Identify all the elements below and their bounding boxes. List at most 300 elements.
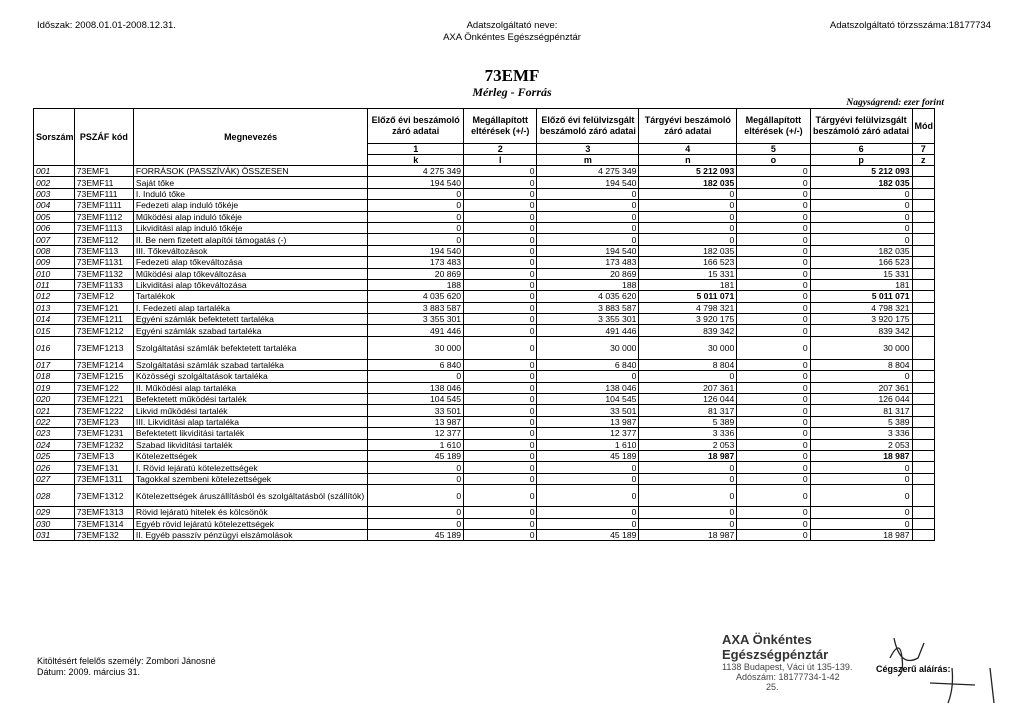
col-letter: m xyxy=(537,155,639,166)
item-name: II. Egyéb passzív pénzügyi elszámolások xyxy=(133,529,367,540)
curr-diff-value: 0 xyxy=(737,302,810,313)
col-number: 3 xyxy=(537,144,639,155)
curr-report-value: 0 xyxy=(639,485,737,507)
curr-diff-value: 0 xyxy=(737,428,810,439)
item-name: Likvid működési tartalék xyxy=(133,405,367,416)
curr-report-value: 0 xyxy=(639,371,737,382)
table-row xyxy=(34,325,935,336)
prev-audited-value: 0 xyxy=(537,371,639,382)
row-number: 023 xyxy=(34,428,75,439)
stamp-tax-number: Adószám: 18177734-1-42 xyxy=(736,672,840,682)
mod-cell xyxy=(912,211,934,222)
curr-diff-value: 0 xyxy=(737,394,810,405)
col-curr-diff: Megállapított eltérések (+/-) xyxy=(737,109,810,144)
prev-audited-value: 3 883 587 xyxy=(537,302,639,313)
curr-diff-value: 0 xyxy=(737,462,810,473)
prev-audited-value: 104 545 xyxy=(537,394,639,405)
stamp-name: AXA Önkéntes Egészségpénztár xyxy=(722,632,829,662)
prev-report-value: 188 xyxy=(368,279,464,290)
table-row xyxy=(34,518,935,529)
item-name: FORRÁSOK (PASSZÍVÁK) ÖSSZESEN xyxy=(133,166,367,177)
curr-diff-value: 0 xyxy=(737,529,810,540)
mod-cell xyxy=(912,291,934,302)
curr-report-value: 3 920 175 xyxy=(639,314,737,325)
report-date: Dátum: 2009. március 31. xyxy=(37,667,141,677)
item-name: III. Likviditási alap tartaléka xyxy=(133,416,367,427)
curr-audited-value: 15 331 xyxy=(810,268,912,279)
row-number: 007 xyxy=(34,234,75,245)
provider-label: Adatszolgáltató neve: xyxy=(466,20,558,31)
mod-cell xyxy=(912,245,934,256)
pszaf-code: 73EMF1314 xyxy=(74,518,133,529)
prev-audited-value: 0 xyxy=(537,200,639,211)
pszaf-code: 73EMF11 xyxy=(74,177,133,188)
pszaf-code: 73EMF1132 xyxy=(74,268,133,279)
prev-report-value: 12 377 xyxy=(368,428,464,439)
pszaf-code: 73EMF112 xyxy=(74,234,133,245)
mod-cell xyxy=(912,279,934,290)
prev-report-value: 33 501 xyxy=(368,405,464,416)
prev-report-value: 3 355 301 xyxy=(368,314,464,325)
mod-cell xyxy=(912,485,934,507)
item-name: I. Fedezeti alap tartaléka xyxy=(133,302,367,313)
signature-label: Cégszerű aláírás: xyxy=(876,664,951,674)
mod-cell xyxy=(912,314,934,325)
period: Időszak: 2008.01.01-2008.12.31. xyxy=(37,20,176,31)
mod-cell xyxy=(912,462,934,473)
col-number: 6 xyxy=(810,144,912,155)
table-row xyxy=(34,234,935,245)
curr-report-value: 0 xyxy=(639,473,737,484)
curr-audited-value: 8 804 xyxy=(810,359,912,370)
item-name: Egyéni számlák befektetett tartaléka xyxy=(133,314,367,325)
item-name: Szolgáltatási számlák befektetett tartaléka xyxy=(133,336,367,359)
curr-audited-value: 182 035 xyxy=(810,177,912,188)
pszaf-code: 73EMF1313 xyxy=(74,507,133,518)
stamp-address: 1138 Budapest, Váci út 135-139. xyxy=(722,662,853,672)
prev-audited-value: 0 xyxy=(537,222,639,233)
prev-report-value: 4 035 620 xyxy=(368,291,464,302)
prev-diff-value: 0 xyxy=(464,450,537,461)
curr-report-value: 166 523 xyxy=(639,257,737,268)
prev-diff-value: 0 xyxy=(464,166,537,177)
prev-diff-value: 0 xyxy=(464,302,537,313)
prev-diff-value: 0 xyxy=(464,428,537,439)
table-row xyxy=(34,257,935,268)
col-prev-diff: Megállapított eltérések (+/-) xyxy=(464,109,537,144)
prev-audited-value: 0 xyxy=(537,234,639,245)
prev-diff-value: 0 xyxy=(464,257,537,268)
curr-diff-value: 0 xyxy=(737,234,810,245)
prev-audited-value: 194 540 xyxy=(537,177,639,188)
prev-report-value: 45 189 xyxy=(368,450,464,461)
mod-cell xyxy=(912,222,934,233)
row-number: 016 xyxy=(34,336,75,359)
curr-report-value: 0 xyxy=(639,188,737,199)
table-row xyxy=(34,302,935,313)
curr-audited-value: 0 xyxy=(810,371,912,382)
col-letter: z xyxy=(912,155,934,166)
row-number: 013 xyxy=(34,302,75,313)
prev-report-value: 30 000 xyxy=(368,336,464,359)
prev-audited-value: 0 xyxy=(537,507,639,518)
company-stamp xyxy=(722,632,882,692)
row-number: 031 xyxy=(34,529,75,540)
prev-diff-value: 0 xyxy=(464,462,537,473)
row-number: 017 xyxy=(34,359,75,370)
pszaf-code: 73EMF132 xyxy=(74,529,133,540)
pszaf-code: 73EMF122 xyxy=(74,382,133,393)
prev-report-value: 0 xyxy=(368,211,464,222)
prev-audited-value: 0 xyxy=(537,485,639,507)
curr-audited-value: 0 xyxy=(810,211,912,222)
row-number: 001 xyxy=(34,166,75,177)
curr-report-value: 0 xyxy=(639,200,737,211)
prev-audited-value: 3 355 301 xyxy=(537,314,639,325)
curr-diff-value: 0 xyxy=(737,382,810,393)
mod-cell xyxy=(912,439,934,450)
col-number: 7 xyxy=(912,144,934,155)
col-number: 4 xyxy=(639,144,737,155)
prev-diff-value: 0 xyxy=(464,405,537,416)
row-number: 025 xyxy=(34,450,75,461)
curr-audited-value: 5 389 xyxy=(810,416,912,427)
prev-report-value: 173 483 xyxy=(368,257,464,268)
prev-audited-value: 4 035 620 xyxy=(537,291,639,302)
curr-audited-value: 0 xyxy=(810,462,912,473)
curr-report-value: 2 053 xyxy=(639,439,737,450)
col-megnevezes: Megnevezés xyxy=(133,109,367,166)
pszaf-code: 73EMF1133 xyxy=(74,279,133,290)
provider-name: AXA Önkéntes Egészségpénztár xyxy=(443,32,581,43)
mod-cell xyxy=(912,359,934,370)
prev-report-value: 4 275 349 xyxy=(368,166,464,177)
curr-diff-value: 0 xyxy=(737,473,810,484)
mod-cell xyxy=(912,257,934,268)
prev-diff-value: 0 xyxy=(464,507,537,518)
mod-cell xyxy=(912,416,934,427)
table-row xyxy=(34,507,935,518)
curr-audited-value: 18 987 xyxy=(810,529,912,540)
item-name: Közösségi szolgáltatások tartaléka xyxy=(133,371,367,382)
item-name: Működési alap tőkeváltozása xyxy=(133,268,367,279)
col-curr-audited: Tárgyévi felülvizsgált beszámoló záró adatai xyxy=(810,109,912,144)
pszaf-code: 73EMF1111 xyxy=(74,200,133,211)
curr-diff-value: 0 xyxy=(737,279,810,290)
row-number: 020 xyxy=(34,394,75,405)
prev-audited-value: 0 xyxy=(537,518,639,529)
row-number: 014 xyxy=(34,314,75,325)
item-name: Egyéni számlák szabad tartaléka xyxy=(133,325,367,336)
item-name: Szabad likviditási tartalék xyxy=(133,439,367,450)
curr-audited-value: 2 053 xyxy=(810,439,912,450)
row-number: 021 xyxy=(34,405,75,416)
pszaf-code: 73EMF1212 xyxy=(74,325,133,336)
item-name: Fedezeti alap tőkeváltozása xyxy=(133,257,367,268)
table-row xyxy=(34,382,935,393)
curr-report-value: 0 xyxy=(639,462,737,473)
curr-diff-value: 0 xyxy=(737,325,810,336)
curr-diff-value: 0 xyxy=(737,507,810,518)
pszaf-code: 73EMF1312 xyxy=(74,485,133,507)
pszaf-code: 73EMF13 xyxy=(74,450,133,461)
item-name: Befektetett likviditási tartalék xyxy=(133,428,367,439)
curr-audited-value: 0 xyxy=(810,507,912,518)
item-name: Rövid lejáratú hitelek és kölcsönök xyxy=(133,507,367,518)
prev-diff-value: 0 xyxy=(464,359,537,370)
table-row xyxy=(34,359,935,370)
curr-report-value: 0 xyxy=(639,222,737,233)
mod-cell xyxy=(912,234,934,245)
curr-audited-value: 207 361 xyxy=(810,382,912,393)
row-number: 024 xyxy=(34,439,75,450)
prev-diff-value: 0 xyxy=(464,485,537,507)
pszaf-code: 73EMF1112 xyxy=(74,211,133,222)
table-row xyxy=(34,336,935,359)
pszaf-code: 73EMF1311 xyxy=(74,473,133,484)
curr-report-value: 30 000 xyxy=(639,336,737,359)
curr-diff-value: 0 xyxy=(737,439,810,450)
prev-report-value: 0 xyxy=(368,518,464,529)
prev-audited-value: 30 000 xyxy=(537,336,639,359)
prev-audited-value: 45 189 xyxy=(537,529,639,540)
curr-audited-value: 0 xyxy=(810,473,912,484)
pszaf-code: 73EMF113 xyxy=(74,245,133,256)
col-letter: p xyxy=(810,155,912,166)
curr-audited-value: 0 xyxy=(810,518,912,529)
pszaf-code: 73EMF1211 xyxy=(74,314,133,325)
table-row xyxy=(34,405,935,416)
curr-audited-value: 0 xyxy=(810,485,912,507)
prev-audited-value: 33 501 xyxy=(537,405,639,416)
row-number: 005 xyxy=(34,211,75,222)
pszaf-code: 73EMF121 xyxy=(74,302,133,313)
mod-cell xyxy=(912,177,934,188)
curr-diff-value: 0 xyxy=(737,336,810,359)
table-row xyxy=(34,450,935,461)
prev-diff-value: 0 xyxy=(464,473,537,484)
prev-audited-value: 491 446 xyxy=(537,325,639,336)
item-name: Saját tőke xyxy=(133,177,367,188)
row-number: 012 xyxy=(34,291,75,302)
prev-report-value: 3 883 587 xyxy=(368,302,464,313)
prev-diff-value: 0 xyxy=(464,325,537,336)
row-number: 022 xyxy=(34,416,75,427)
curr-audited-value: 3 920 175 xyxy=(810,314,912,325)
prev-report-value: 0 xyxy=(368,507,464,518)
prev-diff-value: 0 xyxy=(464,439,537,450)
col-prev-audited: Előző évi felülvizsgált beszámoló záró adatai xyxy=(537,109,639,144)
curr-diff-value: 0 xyxy=(737,177,810,188)
curr-audited-value: 166 523 xyxy=(810,257,912,268)
curr-audited-value: 0 xyxy=(810,200,912,211)
prev-report-value: 104 545 xyxy=(368,394,464,405)
curr-report-value: 18 987 xyxy=(639,450,737,461)
prev-audited-value: 12 377 xyxy=(537,428,639,439)
item-name: Szolgáltatási számlák szabad tartaléka xyxy=(133,359,367,370)
col-letter: k xyxy=(368,155,464,166)
mod-cell xyxy=(912,428,934,439)
prev-diff-value: 0 xyxy=(464,529,537,540)
pszaf-code: 73EMF1232 xyxy=(74,439,133,450)
prev-diff-value: 0 xyxy=(464,177,537,188)
mod-cell xyxy=(912,507,934,518)
curr-report-value: 182 035 xyxy=(639,245,737,256)
item-name: Tartalékok xyxy=(133,291,367,302)
row-number: 002 xyxy=(34,177,75,188)
row-number: 004 xyxy=(34,200,75,211)
item-name: I. Induló tőke xyxy=(133,188,367,199)
prev-diff-value: 0 xyxy=(464,222,537,233)
prev-report-value: 1 610 xyxy=(368,439,464,450)
curr-diff-value: 0 xyxy=(737,518,810,529)
curr-diff-value: 0 xyxy=(737,268,810,279)
curr-report-value: 182 035 xyxy=(639,177,737,188)
table-row xyxy=(34,291,935,302)
row-number: 019 xyxy=(34,382,75,393)
unit-label: Nagyságrend: ezer forint xyxy=(846,98,944,108)
mod-cell xyxy=(912,200,934,211)
prev-report-value: 0 xyxy=(368,371,464,382)
prev-diff-value: 0 xyxy=(464,382,537,393)
row-number: 009 xyxy=(34,257,75,268)
row-number: 015 xyxy=(34,325,75,336)
row-number: 029 xyxy=(34,507,75,518)
mod-cell xyxy=(912,450,934,461)
curr-diff-value: 0 xyxy=(737,485,810,507)
prev-report-value: 0 xyxy=(368,222,464,233)
curr-report-value: 4 798 321 xyxy=(639,302,737,313)
curr-audited-value: 3 336 xyxy=(810,428,912,439)
mod-cell xyxy=(912,302,934,313)
curr-audited-value: 81 317 xyxy=(810,405,912,416)
row-number: 028 xyxy=(34,485,75,507)
pszaf-code: 73EMF131 xyxy=(74,462,133,473)
table-row xyxy=(34,245,935,256)
prev-report-value: 13 987 xyxy=(368,416,464,427)
prev-report-value: 194 540 xyxy=(368,177,464,188)
curr-audited-value: 5 011 071 xyxy=(810,291,912,302)
col-letter: l xyxy=(464,155,537,166)
mod-cell xyxy=(912,166,934,177)
pszaf-code: 73EMF123 xyxy=(74,416,133,427)
table-row xyxy=(34,371,935,382)
row-number: 008 xyxy=(34,245,75,256)
pszaf-code: 73EMF1221 xyxy=(74,394,133,405)
curr-diff-value: 0 xyxy=(737,416,810,427)
curr-report-value: 0 xyxy=(639,518,737,529)
item-name: Kötelezettségek áruszállításból és szolgáltatásból (szállítók) xyxy=(133,485,367,507)
stamp-number: 25. xyxy=(766,682,779,692)
item-name: Befektetett működési tartalék xyxy=(133,394,367,405)
pszaf-code: 73EMF1 xyxy=(74,166,133,177)
row-number: 006 xyxy=(34,222,75,233)
prev-report-value: 194 540 xyxy=(368,245,464,256)
prev-audited-value: 138 046 xyxy=(537,382,639,393)
col-prev-report: Előző évi beszámoló záró adatai xyxy=(368,109,464,144)
mod-cell xyxy=(912,529,934,540)
col-sorszam: Sorszám xyxy=(34,109,75,166)
prev-diff-value: 0 xyxy=(464,188,537,199)
prev-report-value: 0 xyxy=(368,462,464,473)
row-number: 011 xyxy=(34,279,75,290)
curr-report-value: 81 317 xyxy=(639,405,737,416)
prev-audited-value: 1 610 xyxy=(537,439,639,450)
curr-diff-value: 0 xyxy=(737,314,810,325)
curr-diff-value: 0 xyxy=(737,166,810,177)
item-name: I. Rövid lejáratú kötelezettségek xyxy=(133,462,367,473)
prev-report-value: 0 xyxy=(368,234,464,245)
form-code: 73EMF xyxy=(484,66,540,85)
pszaf-code: 73EMF1214 xyxy=(74,359,133,370)
curr-report-value: 0 xyxy=(639,234,737,245)
curr-report-value: 207 361 xyxy=(639,382,737,393)
item-name: Egyéb rövid lejáratú kötelezettségek xyxy=(133,518,367,529)
signature-icon xyxy=(880,628,1020,708)
item-name: Kötelezettségek xyxy=(133,450,367,461)
mod-cell xyxy=(912,268,934,279)
prev-audited-value: 0 xyxy=(537,188,639,199)
prev-audited-value: 13 987 xyxy=(537,416,639,427)
table-row xyxy=(34,529,935,540)
table-row xyxy=(34,177,935,188)
col-number: 2 xyxy=(464,144,537,155)
curr-audited-value: 182 035 xyxy=(810,245,912,256)
col-number: 5 xyxy=(737,144,810,155)
mod-cell xyxy=(912,188,934,199)
table-row xyxy=(34,188,935,199)
prev-audited-value: 4 275 349 xyxy=(537,166,639,177)
prev-audited-value: 45 189 xyxy=(537,450,639,461)
prev-report-value: 0 xyxy=(368,188,464,199)
mod-cell xyxy=(912,473,934,484)
prev-diff-value: 0 xyxy=(464,416,537,427)
mod-cell xyxy=(912,371,934,382)
row-number: 010 xyxy=(34,268,75,279)
curr-report-value: 15 331 xyxy=(639,268,737,279)
prev-diff-value: 0 xyxy=(464,518,537,529)
responsible-person: Kitöltésért felelős személy: Zombori Jánosné xyxy=(37,656,216,666)
curr-audited-value: 5 212 093 xyxy=(810,166,912,177)
curr-audited-value: 181 xyxy=(810,279,912,290)
prev-audited-value: 194 540 xyxy=(537,245,639,256)
curr-report-value: 8 804 xyxy=(639,359,737,370)
prev-diff-value: 0 xyxy=(464,211,537,222)
prev-audited-value: 0 xyxy=(537,211,639,222)
table-row xyxy=(34,166,935,177)
curr-diff-value: 0 xyxy=(737,188,810,199)
prev-audited-value: 6 840 xyxy=(537,359,639,370)
curr-report-value: 839 342 xyxy=(639,325,737,336)
curr-report-value: 3 336 xyxy=(639,428,737,439)
prev-diff-value: 0 xyxy=(464,291,537,302)
prev-audited-value: 20 869 xyxy=(537,268,639,279)
item-name: II. Be nem fizetett alapítói támogatás (-) xyxy=(133,234,367,245)
curr-diff-value: 0 xyxy=(737,359,810,370)
curr-report-value: 126 044 xyxy=(639,394,737,405)
mod-cell xyxy=(912,325,934,336)
row-number: 026 xyxy=(34,462,75,473)
table-row xyxy=(34,473,935,484)
mod-cell xyxy=(912,405,934,416)
prev-diff-value: 0 xyxy=(464,279,537,290)
curr-diff-value: 0 xyxy=(737,200,810,211)
curr-audited-value: 4 798 321 xyxy=(810,302,912,313)
prev-report-value: 20 869 xyxy=(368,268,464,279)
table-row xyxy=(34,485,935,507)
curr-audited-value: 30 000 xyxy=(810,336,912,359)
registration-number: Adatszolgáltató törzsszáma:18177734 xyxy=(829,20,991,31)
